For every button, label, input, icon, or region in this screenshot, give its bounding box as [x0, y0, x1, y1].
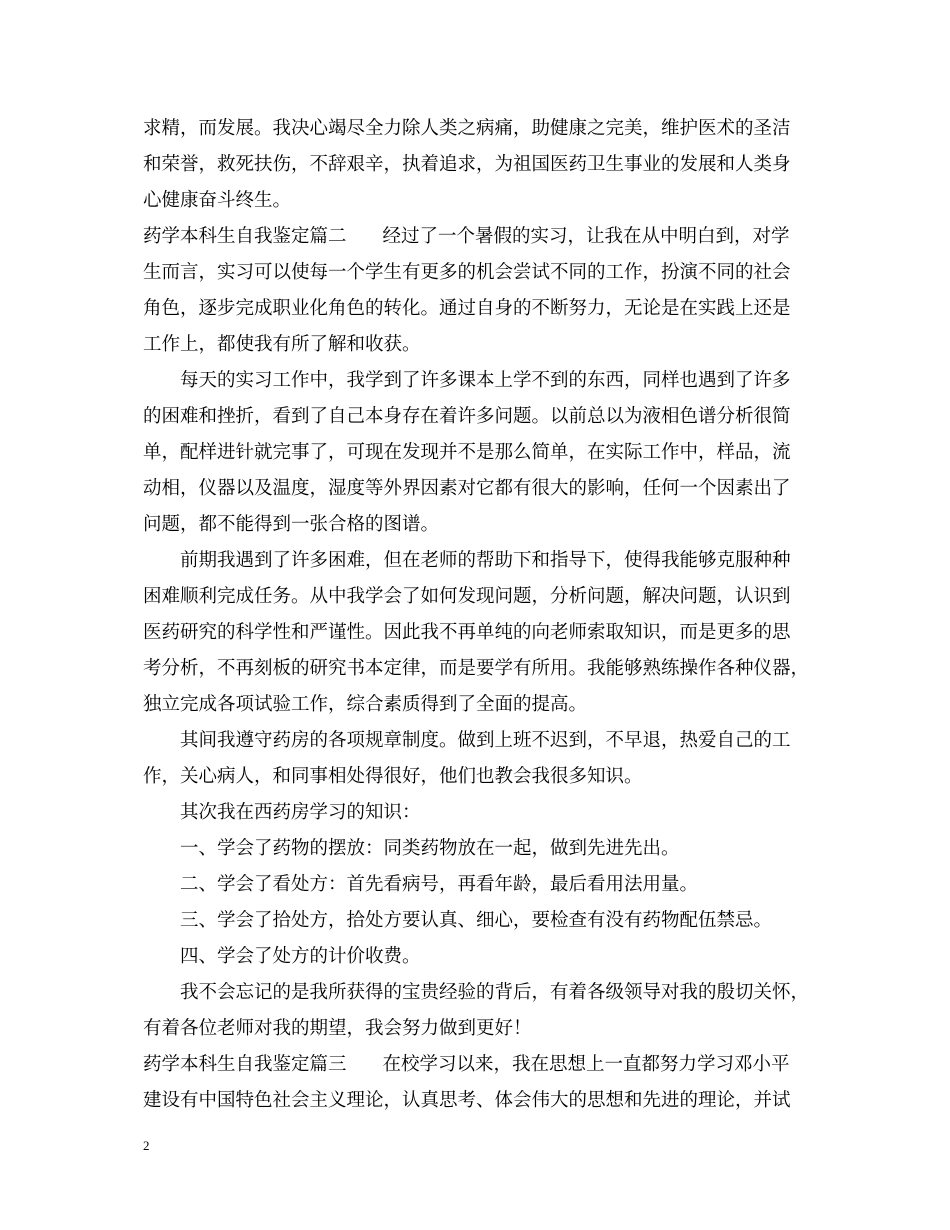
paragraph-line: 的困难和挫折，看到了自己本身存在着许多问题。以前总以为液相色谱分析很简 [143, 406, 791, 427]
list-item: 一、学会了药物的摆放：同类药物放在一起，做到先进先出。 [180, 838, 680, 859]
list-item: 四、学会了处方的计价收费。 [180, 946, 421, 967]
paragraph-line: 其间我遵守药房的各项规章制度。做到上班不迟到，不早退，热爱自己的工 [180, 730, 791, 751]
paragraph-line: 心健康奋斗终生。 [143, 190, 292, 211]
paragraph-line: 我不会忘记的是我所获得的宝贵经验的背后，有着各级领导对我的殷切关怀， [180, 982, 810, 1003]
paragraph-line: 独立完成各项试验工作，综合素质得到了全面的提高。 [143, 694, 588, 715]
paragraph-line: 有着各位老师对我的期望，我会努力做到更好！ [143, 1018, 532, 1039]
paragraph-line: 角色，逐步完成职业化角色的转化。通过自身的不断努力，无论是在实践上还是 [143, 298, 791, 319]
list-item: 二、学会了看处方：首先看病号，再看年龄，最后看用法用量。 [180, 874, 699, 895]
paragraph-line: 每天的实习工作中，我学到了许多课本上学不到的东西，同样也遇到了许多 [180, 370, 791, 391]
paragraph-line: 其次我在西药房学习的知识： [180, 802, 421, 823]
page-number: 2 [143, 1138, 150, 1153]
paragraph-line: 困难顺利完成任务。从中我学会了如何发现问题，分析问题，解决问题，认识到 [143, 586, 791, 607]
section-heading: 药学本科生自我鉴定篇三 [143, 1054, 347, 1075]
section-heading-line [143, 1053, 823, 1077]
section-heading: 药学本科生自我鉴定篇二 [143, 226, 347, 247]
paragraph-line: 和荣誉，救死扶伤，不辞艰辛，执着追求，为祖国医药卫生事业的发展和人类身 [143, 154, 791, 175]
paragraph-line: 作，关心病人，和同事相处得很好，他们也教会我很多知识。 [143, 766, 643, 787]
list-item: 三、学会了拾处方，拾处方要认真、细心，要检查有没有药物配伍禁忌。 [180, 910, 773, 931]
paragraph-line: 工作上，都使我有所了解和收获。 [143, 334, 421, 355]
paragraph-line: 建设有中国特色社会主义理论，认真思考、体会伟大的思想和先进的理论，并试 [143, 1090, 791, 1111]
paragraph-line: 问题，都不能得到一张合格的图谱。 [143, 514, 440, 535]
paragraph-text: 经过了一个暑假的实习，让我在从中明白到，对学 [382, 226, 790, 247]
paragraph-line: 求精，而发展。我决心竭尽全力除人类之病痛，助健康之完美，维护医术的圣洁 [143, 118, 791, 139]
paragraph-line: 生而言，实习可以使每一个学生有更多的机会尝试不同的工作，扮演不同的社会 [143, 262, 791, 283]
paragraph-line: 医药研究的科学性和严谨性。因此我不再单纯的向老师索取知识，而是更多的思 [143, 622, 791, 643]
paragraph-line: 考分析，不再刻板的研究书本定律，而是要学有所用。我能够熟练操作各种仪器， [143, 658, 810, 679]
section-heading-line [143, 225, 823, 249]
paragraph-line: 前期我遇到了许多困难，但在老师的帮助下和指导下，使得我能够克服种种 [180, 550, 791, 571]
paragraph-line: 动相，仪器以及温度，湿度等外界因素对它都有很大的影响，任何一个因素出了 [143, 478, 791, 499]
paragraph-text: 在校学习以来，我在思想上一直都努力学习邓小平 [382, 1054, 790, 1075]
paragraph-line: 单，配样进针就完事了，可现在发现并不是那么简单，在实际工作中，样品，流 [143, 442, 791, 463]
